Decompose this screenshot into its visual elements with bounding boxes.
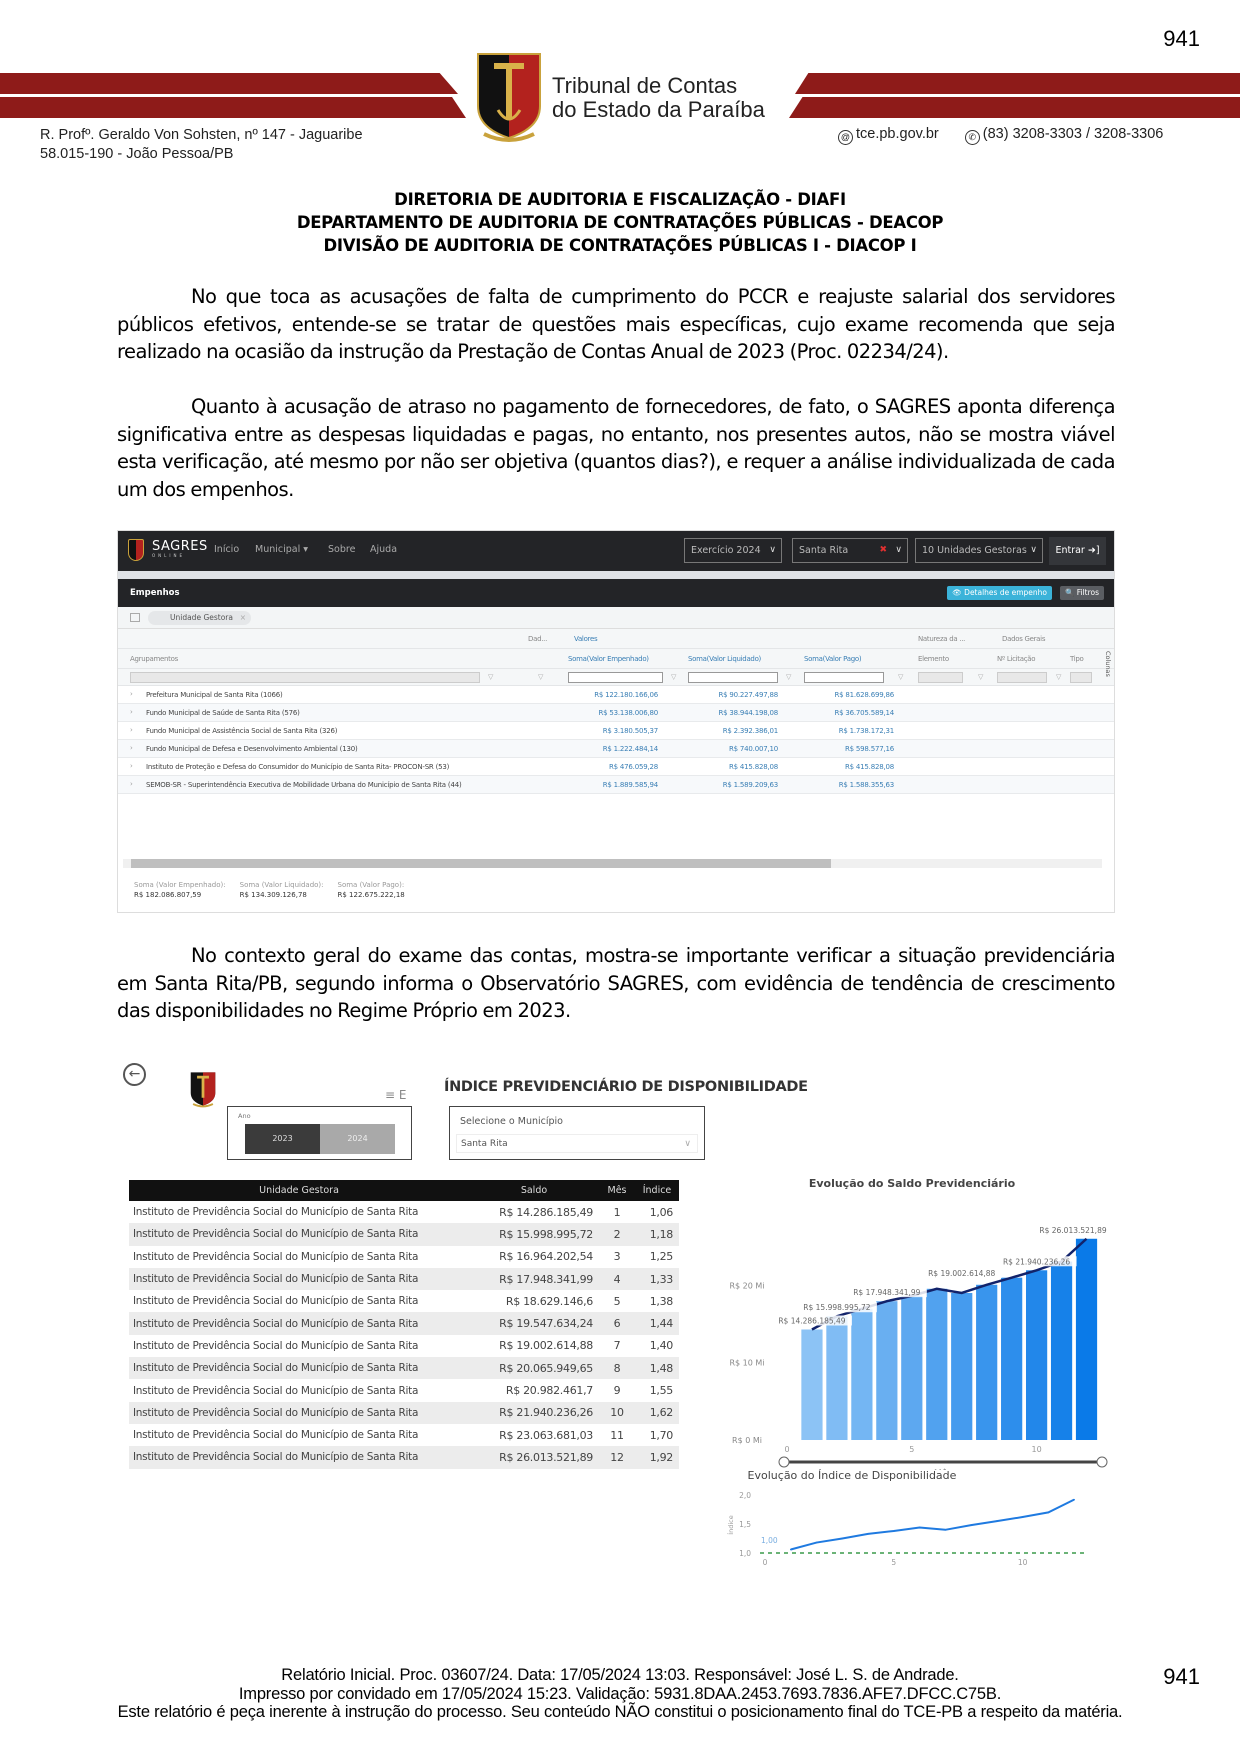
header-band <box>789 97 1240 118</box>
col-empenhado[interactable]: Soma(Valor Empenhado) <box>568 655 649 663</box>
filter-licitacao[interactable] <box>997 672 1047 683</box>
brand-subtext: ONLINE <box>152 553 186 558</box>
paragraph-text: No contexto geral do exame das contas, mostra-se importante verificar a situação previdenciária em Santa Rita/PB, segundo informa o Observatório SAGRES, com evidência de tendência de crescimento das disponibilidades no Regime Próprio em 2023. <box>117 944 1115 1022</box>
contact-info <box>838 126 1163 145</box>
cell-unidade: Instituto de Previdência Social do Município de Santa Rita <box>133 1339 419 1352</box>
table-row[interactable] <box>118 686 1114 704</box>
empenhos-table-body <box>118 686 1114 794</box>
data-point[interactable] <box>945 1529 947 1531</box>
data-point[interactable] <box>867 1533 869 1535</box>
chevron-down-icon: ∨ <box>684 1139 691 1149</box>
exercicio-value: Exercício 2024 <box>691 545 761 556</box>
column-header-row <box>118 649 1114 669</box>
table-row[interactable] <box>118 722 1114 740</box>
grouping-panel-icon[interactable] <box>130 613 140 622</box>
col-agrupamentos[interactable]: Agrupamentos <box>130 655 178 663</box>
cell-unidade: Instituto de Previdência Social do Município de Santa Rita <box>133 1250 419 1263</box>
data-label: R$ 26.013.521,89 <box>1039 1225 1107 1235</box>
x-tick-label: 10 <box>1031 1445 1042 1454</box>
table-row[interactable] <box>129 1246 679 1268</box>
cell-saldo: R$ 20.982.461,7 <box>505 1384 593 1398</box>
tce-crest-logo <box>474 48 544 144</box>
bar[interactable] <box>951 1293 972 1440</box>
data-point[interactable] <box>893 1530 895 1532</box>
year-2023-button[interactable]: 2023 <box>245 1124 320 1154</box>
cell-saldo: R$ 16.964.202,54 <box>499 1250 593 1264</box>
total-item <box>240 881 324 899</box>
header-valores: Valores <box>574 635 598 643</box>
nav-ajuda[interactable]: Ajuda <box>370 544 398 555</box>
department-line: DIRETORIA DE AUDITORIA E FISCALIZAÇÃO - DIAFI <box>394 190 846 209</box>
data-point[interactable] <box>919 1527 921 1529</box>
table-row[interactable] <box>129 1290 679 1312</box>
expand-chevron-icon[interactable]: › <box>130 726 133 734</box>
table-row[interactable] <box>129 1357 679 1379</box>
table-row[interactable] <box>129 1312 679 1334</box>
dashboard-title: ÍNDICE PREVIDENCIÁRIO DE DISPONIBILIDADE <box>444 1079 808 1095</box>
table-row[interactable] <box>129 1201 679 1223</box>
data-point[interactable] <box>970 1524 972 1526</box>
table-header-row <box>129 1180 679 1201</box>
total-item <box>134 881 226 899</box>
horizontal-scrollbar[interactable] <box>123 859 1102 868</box>
y-tick-label: R$ 10 Mi <box>729 1358 765 1368</box>
filter-icon[interactable]: ▽ <box>538 673 544 681</box>
row-empenhado: R$ 53.138.006,80 <box>598 709 658 717</box>
cell-unidade: Instituto de Previdência Social do Município de Santa Rita <box>129 1223 469 1245</box>
range-slider-handle[interactable] <box>1097 1457 1107 1467</box>
cell-mes: 10 <box>599 1402 635 1424</box>
indice-chart-title: Evolução do Índice de Disponibilidade <box>747 1469 957 1482</box>
totals-bar <box>134 881 405 899</box>
col-liquidado[interactable]: Soma(Valor Liquidado) <box>688 655 761 663</box>
filter-icon[interactable]: ▽ <box>898 673 904 681</box>
cell-mes: 12 <box>599 1446 635 1468</box>
chevron-down-icon: ∨ <box>1030 545 1037 555</box>
th-unidade[interactable]: Unidade Gestora <box>129 1180 469 1201</box>
unidades-value: 10 Unidades Gestoras <box>922 545 1027 556</box>
filter-agrupamentos[interactable] <box>130 672 480 683</box>
header-band <box>0 97 466 118</box>
header-dados-gerais: Dados Gerais <box>1002 635 1046 643</box>
institution-name <box>552 74 765 122</box>
cell-unidade: Instituto de Previdência Social do Município de Santa Rita <box>129 1312 469 1334</box>
total-value: R$ 134.309.126,78 <box>239 891 307 899</box>
saldo-chart-title: Evolução do Saldo Previdenciário <box>808 1177 1016 1190</box>
reference-label: 1,00 <box>761 1536 778 1545</box>
cell-saldo: R$ 18.629.146,6 <box>505 1294 593 1308</box>
cell-saldo: R$ 21.940.236,26 <box>469 1402 599 1424</box>
cell-unidade: Instituto de Previdência Social do Município de Santa Rita <box>129 1357 469 1379</box>
cell-saldo: R$ 20.065.949,65 <box>469 1357 599 1379</box>
cell-saldo: R$ 14.286.185,49 <box>499 1205 593 1219</box>
data-label: R$ 14.286.185,49 <box>778 1316 846 1326</box>
col-pago[interactable]: Soma(Valor Pago) <box>804 655 862 663</box>
cell-mes: 4 <box>599 1268 635 1290</box>
bar[interactable] <box>901 1296 922 1440</box>
department-heading <box>0 188 1240 257</box>
cell-saldo: R$ 15.998.995,72 <box>469 1223 599 1245</box>
paragraph <box>117 942 1115 1025</box>
data-point[interactable] <box>841 1538 843 1540</box>
footer-line: Relatório Inicial. Proc. 03607/24. Data: 17/05/2024 13:03. Responsável: José L. S. de Andrade. <box>281 1666 959 1684</box>
row-liquidado: R$ 38.944.198,08 <box>718 709 778 717</box>
address-line2: 58.015-190 - João Pessoa/PB <box>40 146 234 162</box>
cell-unidade: Instituto de Previdência Social do Município de Santa Rita <box>133 1206 419 1219</box>
x-tick-label: 10 <box>1017 1558 1028 1567</box>
header-band <box>795 73 1240 94</box>
sagres-navbar <box>118 531 1114 571</box>
row-pago: R$ 598.577,16 <box>844 745 894 753</box>
filter-liquidado[interactable] <box>688 672 778 683</box>
footer-line: Este relatório é peça inerente à instrução do processo. Seu conteúdo NÃO constitui o posicionamento final do TCE-PB a respeito da matéria. <box>117 1703 1123 1721</box>
x-tick-label: 5 <box>891 1558 897 1567</box>
municipio-dropdown[interactable] <box>456 1134 698 1153</box>
data-point[interactable] <box>1022 1516 1024 1518</box>
th-saldo[interactable]: Saldo <box>469 1180 599 1201</box>
row-empenhado: R$ 1.222.484,14 <box>602 745 658 753</box>
table-row[interactable] <box>118 758 1114 776</box>
panel-header <box>118 579 1114 607</box>
cell-mes: 7 <box>613 1339 621 1353</box>
bar[interactable] <box>826 1316 847 1440</box>
row-name: Prefeitura Municipal de Santa Rita (1066) <box>146 691 283 699</box>
cell-saldo: R$ 23.063.681,03 <box>499 1428 593 1442</box>
address-line1: R. Profº. Geraldo Von Sohsten, nº 147 - Jaguaribe <box>40 127 363 143</box>
y-tick-label: 2,0 <box>739 1491 751 1500</box>
tce-crest-logo <box>189 1070 217 1108</box>
enter-button[interactable]: Entrar ➜] <box>1049 537 1106 565</box>
filter-pago[interactable] <box>804 672 884 683</box>
filter-elemento[interactable] <box>918 672 963 683</box>
table-row[interactable] <box>118 776 1114 794</box>
total-label: Soma (Valor Empenhado): <box>134 881 226 889</box>
th-indice[interactable]: Índice <box>635 1180 679 1201</box>
range-slider-handle[interactable] <box>779 1457 789 1467</box>
indice-chart <box>687 1485 1117 1575</box>
table-row[interactable] <box>118 740 1114 758</box>
phone <box>965 126 1164 145</box>
y-axis-label: Índice <box>727 1515 735 1535</box>
grouping-bar <box>118 607 1114 629</box>
table-row[interactable] <box>118 704 1114 722</box>
sagres-screenshot <box>117 530 1115 913</box>
row-name: Fundo Municipal de Saúde de Santa Rita (576) <box>146 709 300 717</box>
bar[interactable] <box>1026 1270 1047 1440</box>
filter-icon[interactable]: ▽ <box>978 673 984 681</box>
municipio-slicer-label: Selecione o Município <box>460 1116 563 1127</box>
cell-indice: 1,38 <box>649 1294 673 1308</box>
expand-chevron-icon[interactable]: › <box>130 780 133 788</box>
data-label: R$ 21.940.236,26 <box>1002 1257 1071 1267</box>
sagres-brand[interactable] <box>152 539 208 558</box>
cell-mes: 8 <box>599 1357 635 1379</box>
cell-mes: 3 <box>613 1250 621 1264</box>
bar[interactable] <box>926 1289 947 1440</box>
cell-indice: 1,44 <box>635 1312 679 1334</box>
data-label: R$ 15.998.995,72 <box>803 1303 871 1313</box>
year-2024-button[interactable]: 2024 <box>320 1124 395 1154</box>
website-text: tce.pb.gov.br <box>856 126 939 142</box>
pbi-dashboard <box>117 1055 1117 1575</box>
x-tick-label: 5 <box>909 1445 915 1454</box>
col-elemento[interactable]: Elemento <box>918 655 949 663</box>
expand-chevron-icon[interactable]: › <box>130 708 133 716</box>
municipio-slicer <box>449 1106 705 1160</box>
brand-text: SAGRES <box>152 539 208 554</box>
paragraph-text: No que toca as acusações de falta de cumprimento do PCCR e reajuste salarial dos servidores públicos efetivos, entende-se se tratar de questões mais específicas, cujo exame recomenda que seja realizado na ocasião da instrução da Prestação de Contas Anual de 2023 (Proc. 02234/24). <box>117 285 1115 363</box>
filter-row <box>118 669 1114 686</box>
row-liquidado: R$ 1.589.209,63 <box>722 781 778 789</box>
cell-unidade: Instituto de Previdência Social do Município de Santa Rita <box>133 1429 419 1442</box>
cell-unidade: Instituto de Previdência Social do Município de Santa Rita <box>133 1295 419 1308</box>
cell-indice: 1,70 <box>649 1428 673 1442</box>
cell-indice: 1,18 <box>635 1223 679 1245</box>
filter-lines-icon[interactable]: ≡ E <box>385 1088 407 1102</box>
header-natureza: Natureza da ... <box>918 635 966 643</box>
globe-icon: @ <box>838 130 853 145</box>
cell-mes: 9 <box>613 1384 621 1398</box>
row-pago: R$ 36.705.589,14 <box>834 709 894 717</box>
col-tipo[interactable]: Tipo <box>1070 655 1084 663</box>
filter-icon[interactable]: ▽ <box>786 673 792 681</box>
municipio-dropdown-value: Santa Rita <box>461 1139 508 1149</box>
sagres-logo-icon <box>128 539 144 561</box>
x-tick-label: 0 <box>784 1445 790 1454</box>
bar[interactable] <box>801 1329 822 1440</box>
row-name: SEMOB-SR - Superintendência Executiva de Mobilidade Urbana do Município de Santa Rita (44) <box>146 781 462 789</box>
row-liquidado: R$ 90.227.497,88 <box>718 691 778 699</box>
filter-tipo[interactable] <box>1070 672 1092 683</box>
nav-sobre[interactable]: Sobre <box>328 544 356 555</box>
row-pago: R$ 81.628.699,86 <box>834 691 894 699</box>
group-chip[interactable]: Unidade Gestora × <box>148 611 251 625</box>
filters-button[interactable]: 🔍 Filtros <box>1060 586 1104 600</box>
clear-icon[interactable]: ✖ <box>879 545 887 555</box>
details-button[interactable]: 👁 Detalhes de empenho <box>947 586 1052 600</box>
cell-indice: 1,92 <box>635 1446 679 1468</box>
filter-icon[interactable]: ▽ <box>1056 673 1062 681</box>
cell-mes: 5 <box>613 1294 621 1308</box>
row-name: Fundo Municipal de Defesa e Desenvolvimento Ambiental (130) <box>146 745 358 753</box>
row-pago: R$ 415.828,08 <box>844 763 894 771</box>
data-label: R$ 19.002.614,88 <box>928 1268 996 1278</box>
municipio-value: Santa Rita <box>799 545 849 556</box>
cell-mes: 1 <box>613 1205 621 1219</box>
data-point[interactable] <box>816 1542 818 1544</box>
cell-unidade: Instituto de Previdência Social do Município de Santa Rita <box>133 1384 419 1397</box>
filter-icon[interactable]: ▽ <box>671 673 677 681</box>
whatsapp-icon: ✆ <box>965 130 980 145</box>
back-arrow-icon[interactable]: ← <box>123 1063 146 1086</box>
panel-title: Empenhos <box>130 588 180 598</box>
filter-icon[interactable]: ▽ <box>488 673 494 681</box>
bar[interactable] <box>851 1309 872 1440</box>
cell-saldo: R$ 19.002.614,88 <box>499 1339 593 1353</box>
y-tick-label: R$ 20 Mi <box>729 1281 765 1291</box>
previdencia-table <box>129 1180 679 1469</box>
exercicio-select[interactable] <box>684 538 782 563</box>
data-point[interactable] <box>1048 1512 1050 1514</box>
total-value: R$ 182.086.807,59 <box>134 891 202 899</box>
header-dad: Dad... <box>528 635 547 643</box>
page-number-top: 941 <box>1163 26 1200 51</box>
header-group-row <box>118 629 1114 649</box>
columns-side-tab[interactable]: Colunas <box>1104 651 1112 677</box>
cell-mes: 6 <box>599 1312 635 1334</box>
paragraph <box>117 393 1115 503</box>
institution-name-line2: do Estado da Paraíba <box>552 97 765 122</box>
cell-indice: 1,06 <box>649 1205 673 1219</box>
footer <box>0 1666 1240 1722</box>
cell-indice: 1,40 <box>649 1339 673 1353</box>
department-line: DEPARTAMENTO DE AUDITORIA DE CONTRATAÇÕES PÚBLICAS - DEACOP <box>296 213 944 232</box>
cell-unidade: Instituto de Previdência Social do Município de Santa Rita <box>129 1268 469 1290</box>
bar[interactable] <box>876 1301 897 1440</box>
paragraph-text: Quanto à acusação de atraso no pagamento de fornecedores, de fato, o SAGRES aponta diferença significativa entre as despesas liquidadas e pagas, no entanto, nos presentes autos, não se mostra viável esta verificação, até mesmo por não ser objetiva (quantos dias?), e requer a análise individualizada de cada um dos empenhos. <box>117 395 1115 501</box>
cell-indice: 1,33 <box>635 1268 679 1290</box>
total-label: Soma (Valor Liquidado): <box>239 881 324 889</box>
address <box>40 126 363 164</box>
institution-name-line1: Tribunal de Contas <box>552 73 738 98</box>
table-row[interactable] <box>129 1268 679 1290</box>
municipio-select[interactable] <box>792 538 908 563</box>
th-mes[interactable]: Mês <box>599 1180 635 1201</box>
filter-empenhado[interactable] <box>568 672 663 683</box>
table-row[interactable] <box>129 1402 679 1424</box>
expand-chevron-icon[interactable]: › <box>130 744 133 752</box>
bar[interactable] <box>976 1285 997 1440</box>
row-name: Instituto de Proteção e Defesa do Consumidor do Município de Santa Rita- PROCON-SR (53) <box>146 763 450 771</box>
scrollbar-thumb[interactable] <box>131 859 831 868</box>
bar[interactable] <box>1001 1278 1022 1440</box>
row-name: Fundo Municipal de Assistência Social de Santa Rita (326) <box>146 727 338 735</box>
row-empenhado: R$ 122.180.166,06 <box>594 691 658 699</box>
indice-line <box>791 1500 1074 1550</box>
cell-saldo: R$ 19.547.634,24 <box>469 1312 599 1334</box>
total-value: R$ 122.675.222,18 <box>337 891 405 899</box>
year-slicer <box>227 1106 412 1160</box>
cell-mes: 11 <box>610 1428 624 1442</box>
expand-chevron-icon[interactable]: › <box>130 690 133 698</box>
cell-unidade: Instituto de Previdência Social do Município de Santa Rita <box>129 1446 469 1468</box>
row-pago: R$ 1.588.355,63 <box>838 781 894 789</box>
y-tick-label: 1,0 <box>739 1549 751 1558</box>
cell-indice: 1,62 <box>635 1402 679 1424</box>
row-liquidado: R$ 740.007,10 <box>728 745 778 753</box>
table-row[interactable] <box>129 1335 679 1357</box>
cell-indice: 1,25 <box>649 1250 673 1264</box>
chevron-down-icon: ∨ <box>895 545 902 555</box>
cell-unidade: Instituto de Previdência Social do Município de Santa Rita <box>129 1402 469 1424</box>
row-empenhado: R$ 3.180.505,37 <box>602 727 658 735</box>
data-point[interactable] <box>790 1549 792 1551</box>
chevron-down-icon: ∨ <box>769 545 776 555</box>
row-empenhado: R$ 1.889.585,94 <box>602 781 658 789</box>
row-pago: R$ 1.738.172,31 <box>838 727 894 735</box>
nav-municipal[interactable]: Municipal ▾ <box>255 544 309 555</box>
row-liquidado: R$ 415.828,08 <box>728 763 778 771</box>
table-row[interactable] <box>129 1446 679 1468</box>
year-slicer-label: Ano <box>238 1112 251 1120</box>
cell-mes: 2 <box>599 1223 635 1245</box>
paragraph <box>117 283 1115 366</box>
website[interactable] <box>838 126 939 145</box>
row-liquidado: R$ 2.392.386,01 <box>722 727 778 735</box>
cell-saldo: R$ 17.948.341,99 <box>469 1268 599 1290</box>
page-number-bottom: 941 <box>1163 1664 1200 1689</box>
phone-text: (83) 3208-3303 / 3208-3306 <box>982 126 1164 142</box>
expand-chevron-icon[interactable]: › <box>130 762 133 770</box>
y-tick-label: R$ 0 Mi <box>732 1436 762 1445</box>
x-tick-label: 0 <box>762 1558 768 1567</box>
header-band <box>0 73 458 94</box>
total-label: Soma (Valor Pago): <box>337 881 405 889</box>
data-point[interactable] <box>1073 1499 1075 1501</box>
table-row[interactable] <box>129 1424 679 1446</box>
cell-indice: 1,55 <box>649 1384 673 1398</box>
row-empenhado: R$ 476.059,28 <box>608 763 658 771</box>
data-label: R$ 17.948.341,99 <box>853 1288 921 1298</box>
data-point[interactable] <box>996 1520 998 1522</box>
cell-indice: 1,48 <box>635 1357 679 1379</box>
nav-inicio[interactable]: Início <box>214 544 240 555</box>
col-licitacao[interactable]: Nº Licitação <box>997 655 1036 663</box>
bar[interactable] <box>1051 1262 1072 1440</box>
saldo-chart <box>687 1195 1117 1470</box>
table-row[interactable] <box>129 1379 679 1401</box>
unidades-select[interactable] <box>915 538 1043 563</box>
cell-saldo: R$ 26.013.521,89 <box>469 1446 599 1468</box>
bar[interactable] <box>1076 1239 1097 1440</box>
table-row[interactable] <box>129 1223 679 1245</box>
footer-line: Impresso por convidado em 17/05/2024 15:23. Validação: 5931.8DAA.2453.7693.7836.AFE7.DFCC.C75B. <box>238 1684 1002 1703</box>
total-item <box>338 881 405 899</box>
y-tick-label: 1,5 <box>739 1520 751 1529</box>
department-line: DIVISÃO DE AUDITORIA DE CONTRATAÇÕES PÚBLICAS I - DIACOP I <box>323 236 917 255</box>
